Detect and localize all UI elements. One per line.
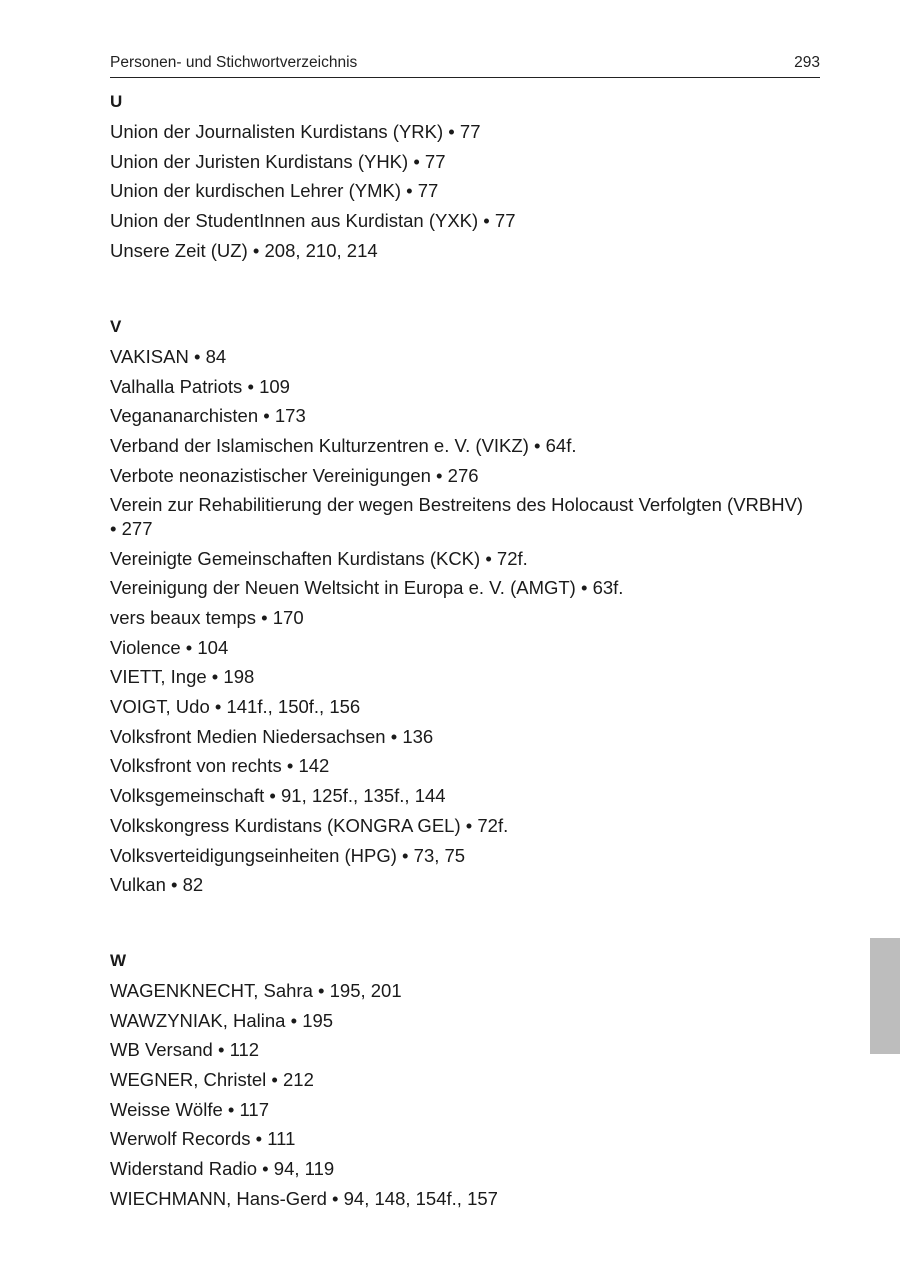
index-entry: Verband der Islamischen Kulturzentren e. V. (VIKZ) • 64f. (110, 435, 577, 457)
index-entry: WAGENKNECHT, Sahra • 195, 201 (110, 980, 402, 1001)
index-entry: Widerstand Radio • 94, 119 (110, 1158, 335, 1180)
index-entry: Union der StudentInnen aus Kurdistan (YXK) • 77 (110, 210, 516, 232)
index-entry: Volksgemeinschaft • 91, 125f., 135f., 144 (110, 785, 446, 807)
index-entry: Union der Journalisten Kurdistans (YRK) • 77 (110, 121, 481, 142)
index-entry: Werwolf Records • 111 (110, 1128, 296, 1150)
index-entry: WIECHMANN, Hans-Gerd • 94, 148, 154f., 157 (110, 1187, 498, 1209)
index-entry: VIETT, Inge • 198 (110, 666, 255, 688)
section-letter: W (110, 951, 127, 970)
index-entry: Unsere Zeit (UZ) • 208, 210, 214 (110, 239, 378, 261)
index-section-v (110, 316, 810, 903)
index-section-w (110, 950, 810, 1217)
index-entry: vers beaux temps • 170 (110, 607, 304, 628)
index-entry: Violence • 104 (110, 636, 229, 658)
section-letter: U (110, 92, 123, 111)
index-entry: Union der kurdischen Lehrer (YMK) • 77 (110, 180, 439, 202)
index-section-u (110, 91, 810, 268)
index-entry: Vereinigung der Neuen Weltsicht in Europa e. V. (AMGT) • 63f. (110, 577, 624, 599)
index-entry: Volksverteidigungseinheiten (HPG) • 73, 75 (110, 844, 466, 866)
page-header (110, 52, 820, 78)
index-entry: Verein zur Rehabilitierung der wegen Bestreitens des Holocaust Verfolgten (VRBHV) • 277 (110, 494, 804, 539)
index-entry: Vegananarchisten • 173 (110, 405, 306, 427)
page-number: 293 (794, 54, 820, 71)
running-title: Personen- und Stichwortverzeichnis (110, 54, 358, 71)
index-entry: WEGNER, Christel • 212 (110, 1069, 314, 1091)
index-entry: Verbote neonazistischer Vereinigungen • 276 (110, 464, 479, 486)
index-entry: WB Versand • 112 (110, 1039, 260, 1061)
index-entry: Volkskongress Kurdistans (KONGRA GEL) • 72f. (110, 814, 509, 836)
index-entry: VOIGT, Udo • 141f., 150f., 156 (110, 696, 361, 718)
thumb-index-tab (870, 938, 900, 1054)
index-entry: Union der Juristen Kurdistans (YHK) • 77 (110, 150, 446, 172)
index-entry: Volksfront Medien Niedersachsen • 136 (110, 725, 434, 747)
index-entry: Weisse Wölfe • 117 (110, 1098, 269, 1120)
section-letter: V (110, 317, 122, 336)
index-entry: Volksfront von rechts • 142 (110, 755, 330, 777)
index-entry: Valhalla Patriots • 109 (110, 375, 290, 397)
index-entry: VAKISAN • 84 (110, 346, 227, 367)
index-entry: WAWZYNIAK, Halina • 195 (110, 1009, 334, 1031)
index-entry: Vereinigte Gemeinschaften Kurdistans (KCK) • 72f. (110, 547, 528, 569)
index-entry: Vulkan • 82 (110, 874, 204, 896)
